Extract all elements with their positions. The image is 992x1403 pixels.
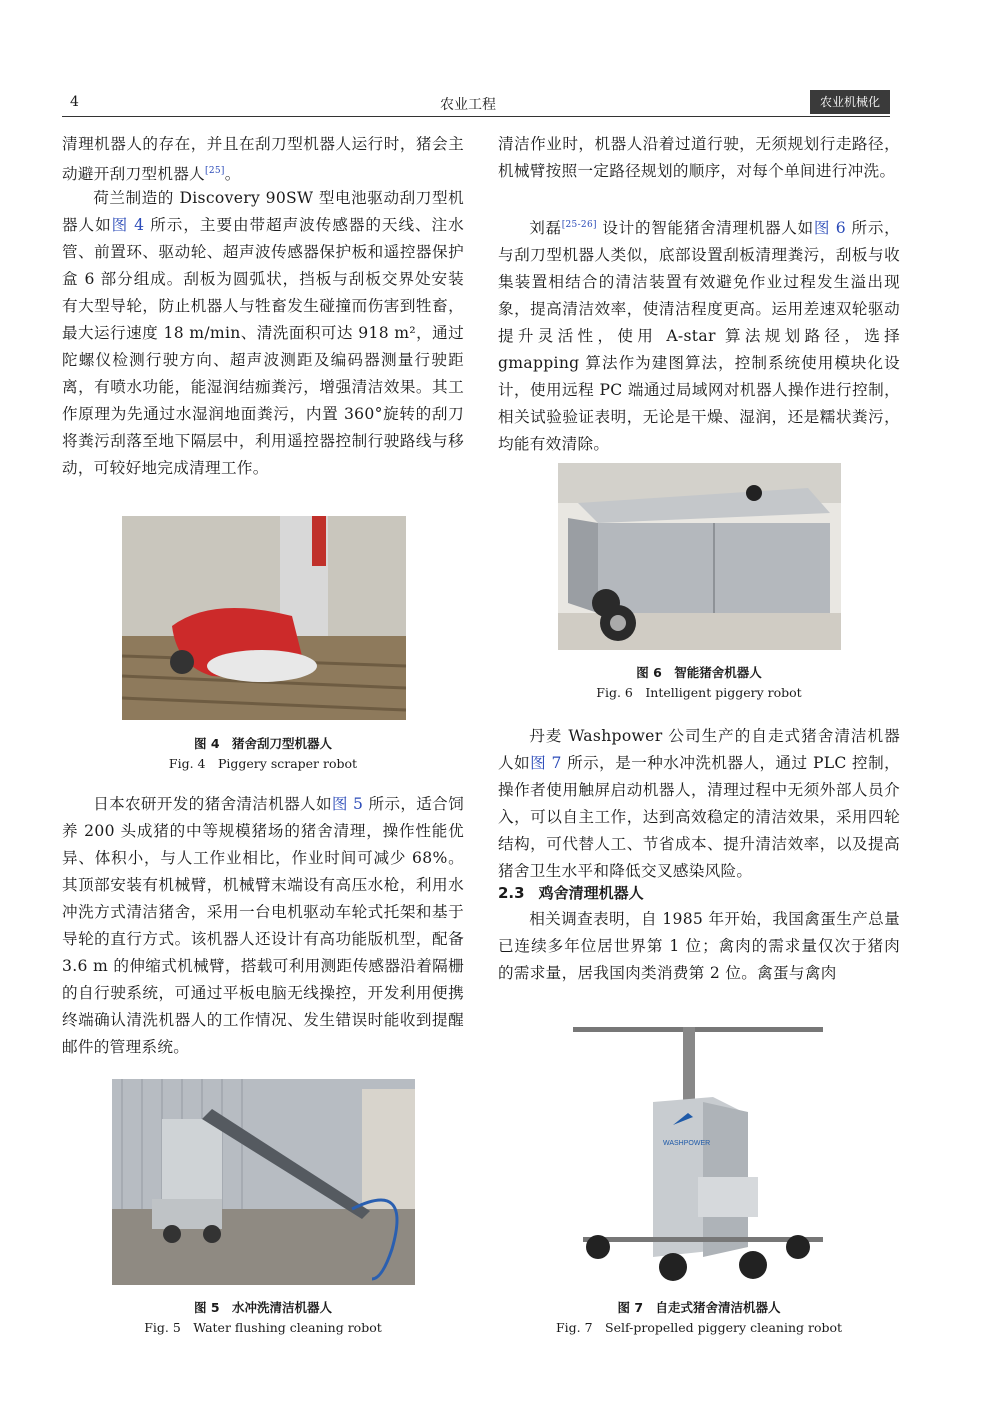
figure-4-caption-zh: 图 4 猪舍刮刀型机器人: [193, 736, 333, 751]
header-rule: [62, 116, 890, 117]
figure-link-5[interactable]: 图 5: [331, 795, 364, 813]
figure-link-7[interactable]: 图 7: [530, 754, 562, 772]
figure-link-6[interactable]: 图 6: [813, 219, 846, 238]
paragraph-text: 所示，主要由带超声波传感器的天线、注水管、前置环、驱动轮、超声波传感器保护板和遥控器保护盒 6 部分组成。刮板为圆弧状，挡板与刮板交界处安装有大型导轮，防止机器人与牲畜发生碰撞而伤害到牲畜，最大运行速度 18 m/min、清洗面积可达 918 m²，通过陀螺仪检测行驶方向、超声波测距及编码器测量行驶距离，有喷水功能，能湿润结痂粪污，增强清洁效果。其工作原理为先通过水湿润地面粪污，内置 360°旋转的刮刀将粪污刮落至地下隔层中，利用遥控器控制行驶路线与移动，可较好地完成清理工作。: [62, 216, 465, 477]
citation-ref[interactable]: [25]: [205, 166, 225, 176]
section-heading: [498, 882, 658, 903]
figure-link-4[interactable]: 图 4: [111, 216, 145, 234]
paragraph-text: 日本农研开发的猪舍清洁机器人如: [93, 795, 332, 813]
right-paragraph-2: [498, 212, 900, 458]
section-title: 鸡舍清理机器人: [538, 884, 644, 902]
figure-5-image: [112, 1079, 415, 1285]
figure-7-caption-en: Fig. 7 Self-propelled piggery cleaning robot: [555, 1320, 843, 1335]
figure-6-image: [558, 463, 841, 650]
paragraph-text: 清理机器人的存在，并且在刮刀型机器人运行时，猪会主动避开刮刀型机器人: [62, 135, 464, 184]
left-paragraph-2: [62, 185, 464, 482]
page-number: 4: [70, 94, 79, 110]
citation-ref[interactable]: [25-26]: [561, 220, 597, 230]
left-paragraph-1: [62, 131, 464, 188]
right-paragraph-4: 相关调查表明，自 1985 年开始，我国禽蛋生产总量已连续多年位居世界第 1 位；禽肉的需求量仅次于猪肉的需求量，居我国肉类消费第 2 位。禽蛋与禽肉: [498, 910, 900, 982]
paragraph-text: 所示，适合饲养 200 头成猪的中等规模猪场的猪舍清理，操作性能优异、体积小，与人工作业相比，作业时间可减少 68%。其顶部安装有机械臂，机械臂末端设有高压水枪，利用水冲洗方式清洁猪舍，采用一台电机驱动车轮式托架和基于导轮的直行方式。该机器人还设计有高功能版机型，配备 3.6 m 的伸缩式机械臂，搭载可利用测距传感器沿着隔栅的自行驶系统，可通过平板电脑无线操控，开发利用便携终端确认清洗机器人的工作情况、发生错误时能收到提醒邮件的管理系统。: [62, 795, 464, 1056]
brand-logo-text: WASHPOWER: [663, 1140, 711, 1147]
right-paragraph-3: [498, 723, 900, 885]
figure-7-image: [553, 1017, 843, 1285]
paragraph-text: 设计的智能猪舍清理机器人如: [596, 219, 814, 238]
right-paragraph-1: 清洁作业时，机器人沿着过道行驶，无须规划行走路径，机械臂按照一定路径规划的顺序，对每个单间进行冲洗。: [498, 135, 900, 180]
figure-5-caption-en: Fig. 5 Water flushing cleaning robot: [144, 1320, 382, 1335]
figure-6-caption-zh: 图 6 智能猪舍机器人: [636, 665, 762, 680]
section-tag: 农业机械化: [810, 90, 890, 114]
section-number: 2.3: [498, 884, 525, 902]
paragraph-text: 所示，与刮刀型机器人类似，底部设置刮板清理粪污，刮板与收集装置相结合的清洁装置有效避免作业过程发生溢出现象，提高清洁效率，使清洁程度更高。运用差速双轮驱动提升灵活性，使用 A-star 算法规划路径，选择 gmapping 算法作为建图算法，控制系统使用模块化设计，使用远程 PC 端通过局域网对机器人操作进行控制，相关试验验证表明，无论是干燥、湿润，还是糯状粪污，均能有效清除。: [498, 219, 900, 454]
paragraph-text: 所示，是一种水冲洗机器人，通过 PLC 控制，操作者使用触屏启动机器人，清理过程中无须外部人员介入，可以自主工作，达到高效稳定的清洁效果，采用四轮结构，可代替人工、节省成本、提升清洁效率，以及提高猪舍卫生水平和降低交叉感染风险。: [498, 754, 900, 880]
paragraph-text: 。: [224, 165, 241, 184]
paragraph-text: 丹麦 Washpower 公司生产的自走式猪舍清洁机器人如: [498, 727, 900, 772]
paragraph-text: 刘磊: [529, 219, 562, 238]
figure-7-caption-zh: 图 7 自走式猪舍清洁机器人: [617, 1300, 781, 1315]
left-paragraph-3: [62, 791, 464, 1061]
figure-4-caption-en: Fig. 4 Piggery scraper robot: [168, 756, 358, 771]
journal-title: 农业工程: [440, 97, 496, 113]
figure-5-caption-zh: 图 5 水冲洗清洁机器人: [193, 1300, 333, 1315]
figure-6-caption-en: Fig. 6 Intelligent piggery robot: [596, 685, 802, 700]
paragraph-text: 荷兰制造的 Discovery 90SW 型电池驱动刮刀型机器人如: [62, 189, 464, 234]
figure-4-image: [122, 516, 406, 720]
